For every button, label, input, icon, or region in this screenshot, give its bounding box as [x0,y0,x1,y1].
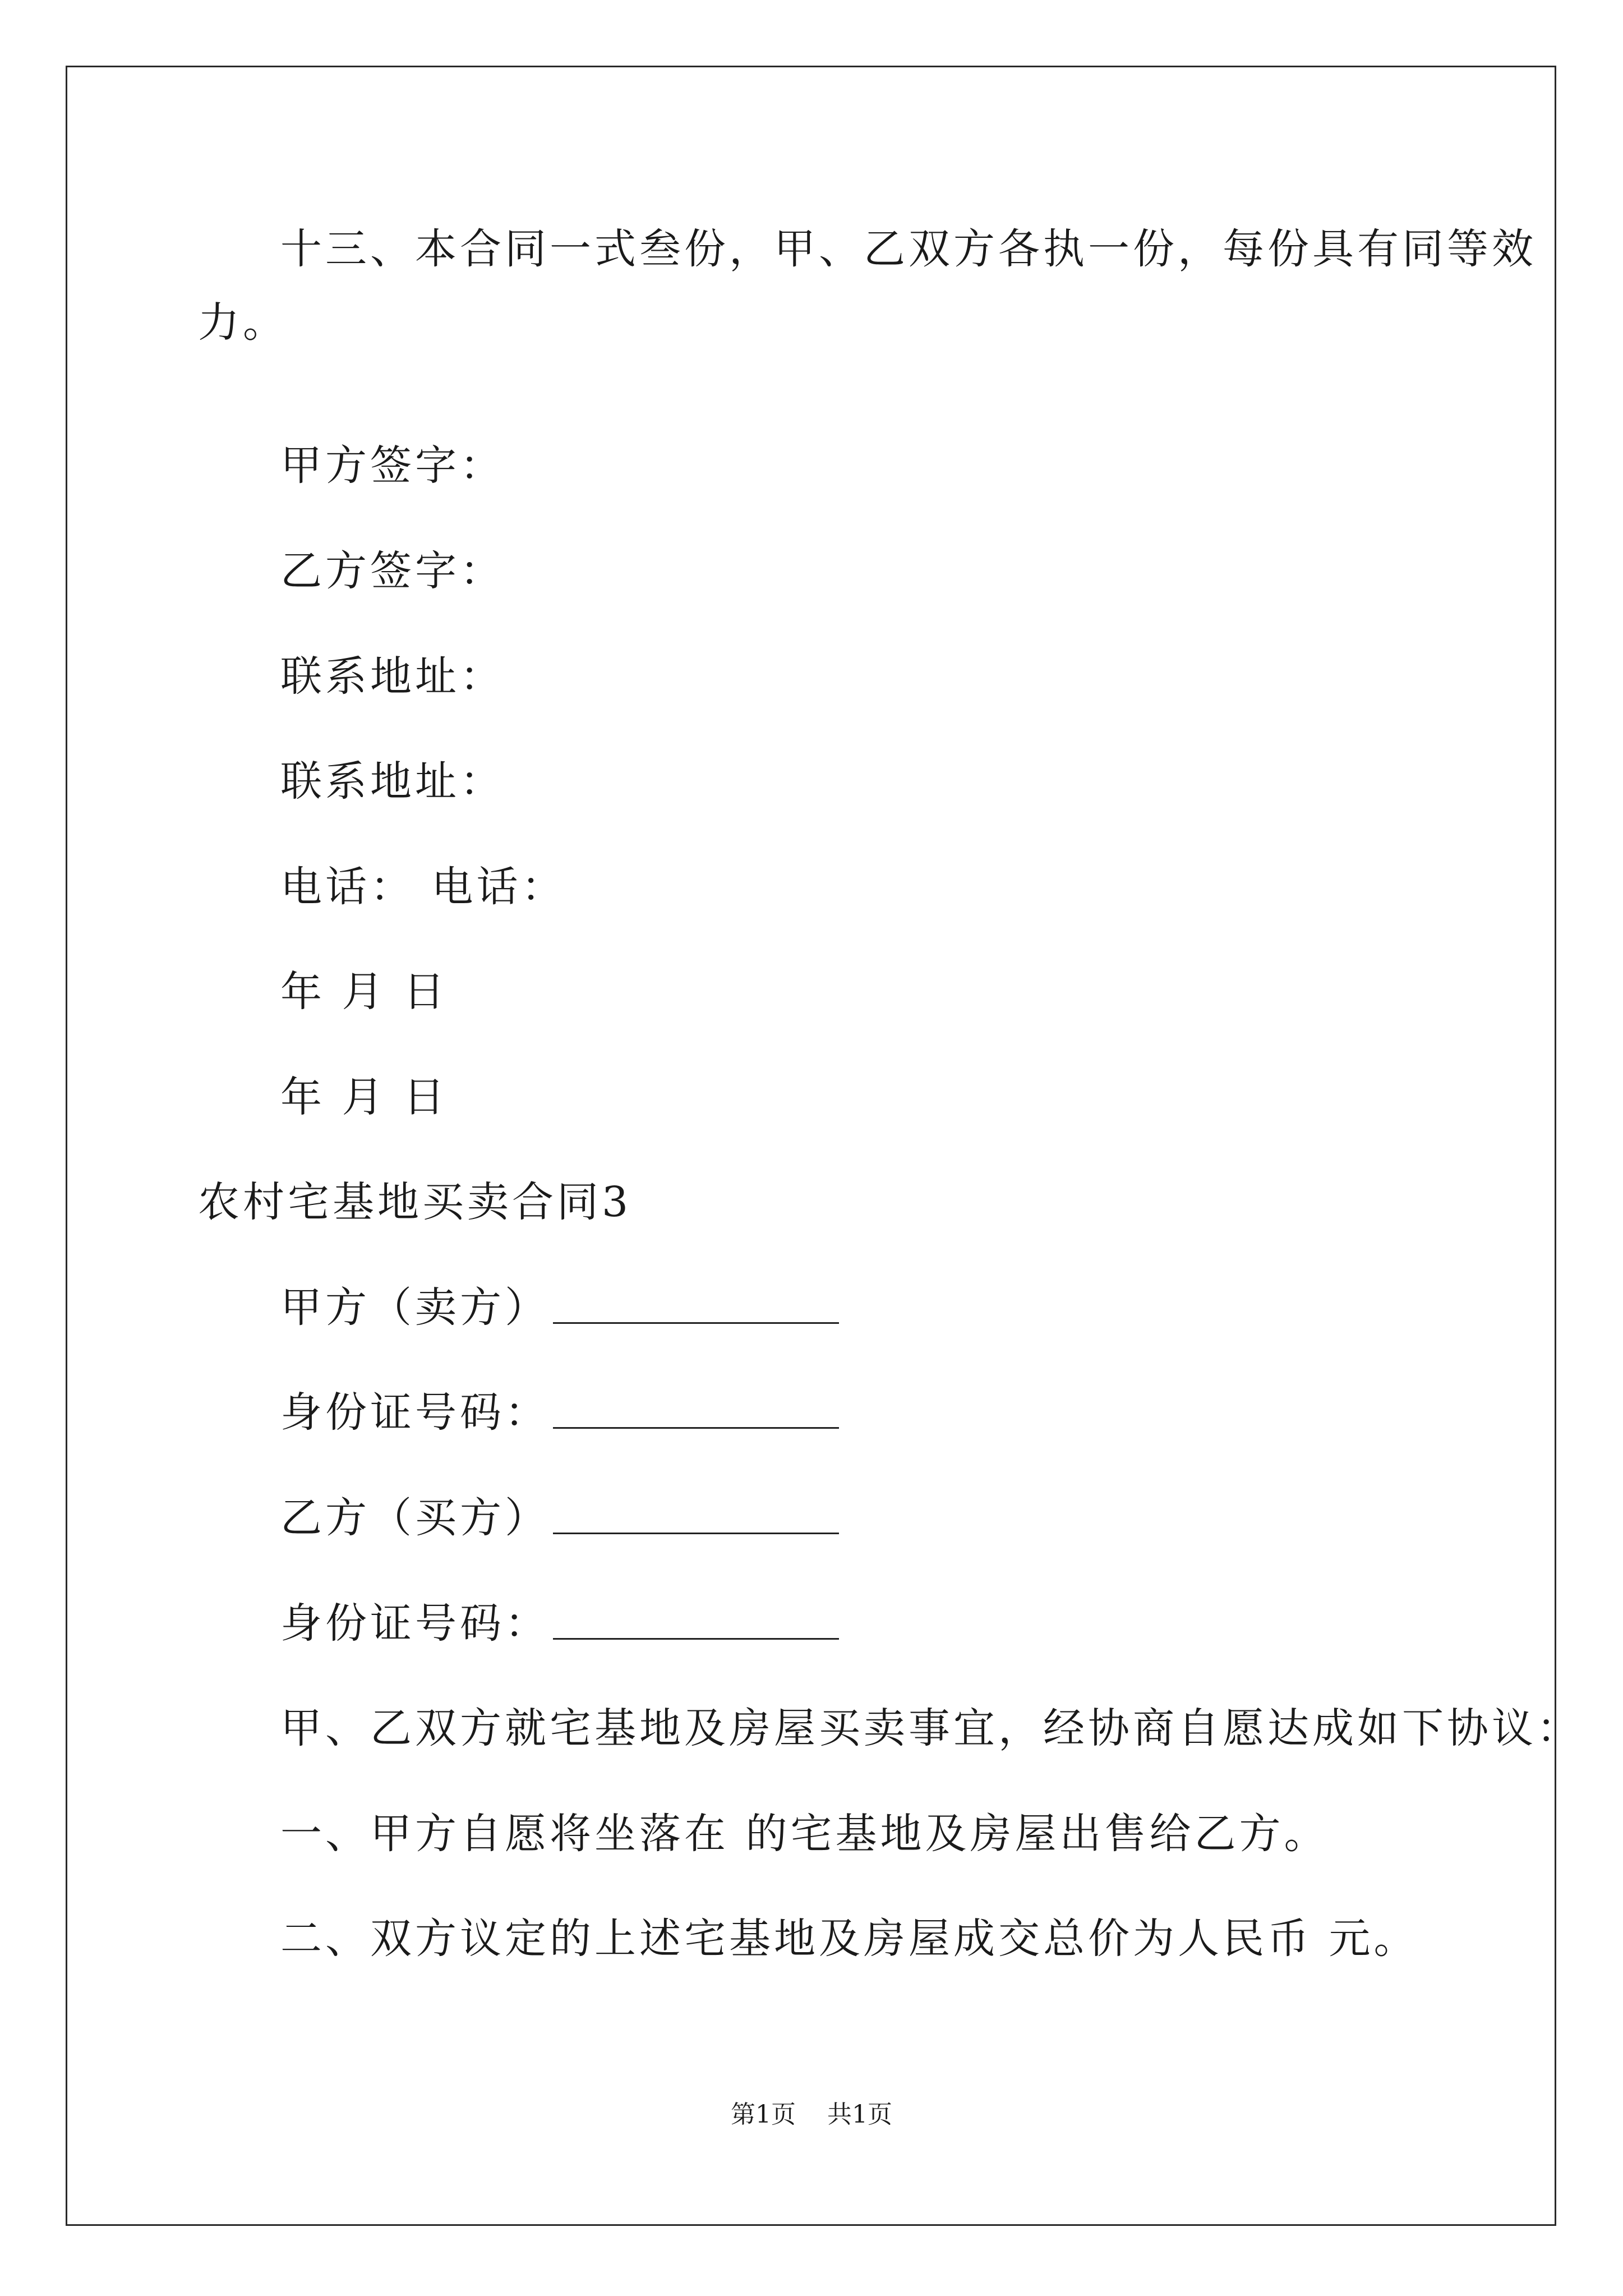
seller-id-label: 身份证号码： [280,1388,550,1437]
contact-address-label-a: 联系地址： [280,652,505,701]
date-line-b: 年 月 日 [280,1073,449,1121]
party-a-signature-label: 甲方签字： [280,441,505,490]
clause-13-line-2: 力。 [198,298,288,347]
clause-1: 一、甲方自愿将坐落在 的宅基地及房屋出售给乙方。 [280,1810,1329,1858]
seller-field [280,1281,839,1335]
seller-id-blank-line [553,1388,839,1429]
seller-blank-line [553,1283,839,1324]
phone-labels: 电话： 电话： [280,863,566,911]
clause-2: 二、双方议定的上述宅基地及房屋成交总价为人民币 元。 [280,1915,1419,1963]
seller-id-field [280,1386,839,1439]
seller-label: 甲方（卖方） [280,1283,550,1332]
buyer-label: 乙方（买方） [280,1494,550,1542]
buyer-blank-line [553,1493,839,1534]
agreement-intro: 甲、乙双方就宅基地及房屋买卖事宜，经协商自愿达成如下协议： [280,1704,1581,1752]
contact-address-label-b: 联系地址： [280,757,505,806]
page-border [66,66,1556,2226]
buyer-id-field [280,1596,839,1650]
party-b-signature-label: 乙方签字： [280,547,505,595]
buyer-field [280,1491,839,1545]
clause-13-line-1: 十三、本合同一式叁份，甲、乙双方各执一份，每份具有同等效 [280,225,1537,273]
date-line-a: 年 月 日 [280,968,449,1016]
buyer-id-blank-line [553,1599,839,1640]
buyer-id-label: 身份证号码： [280,1599,550,1648]
page-footer: 第1页 共1页 [731,2100,892,2129]
contract-title: 农村宅基地买卖合同3 [198,1178,632,1226]
